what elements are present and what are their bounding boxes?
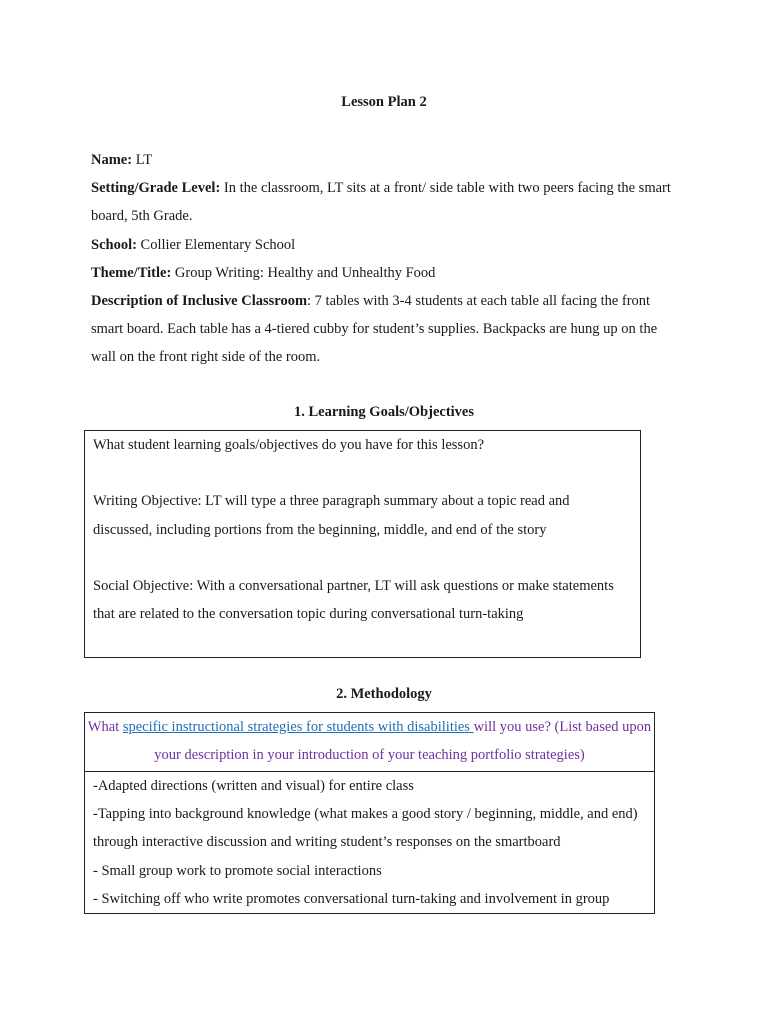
list-item: -Adapted directions (written and visual) for entire class <box>93 778 414 794</box>
theme-value: Group Writing: Healthy and Unhealthy Food <box>174 264 436 281</box>
methodology-prompt <box>85 713 654 772</box>
name-value: LT <box>135 152 153 168</box>
name-line <box>91 146 681 174</box>
school-line <box>91 231 681 259</box>
setting-line <box>91 174 681 230</box>
goals-box <box>84 430 641 658</box>
lesson-info <box>91 146 681 372</box>
theme-label: Theme/Title: <box>91 264 172 281</box>
description-value: : 7 tables with 3-4 students at each table all facing the front smart board. Each table has a 4-tiered cubby for student’s supplies. Backpacks are hung up on the wall on the front right side of the room. <box>91 293 658 366</box>
section-heading-goals: 1. Learning Goals/Objectives <box>293 404 475 420</box>
spacer <box>93 544 632 572</box>
goals-question: What student learning goals/objectives do you have for this lesson? <box>93 437 485 453</box>
setting-label: Setting/Grade Level: <box>91 180 221 197</box>
setting-value: In the classroom, LT sits at a front/ side table with two peers facing the smart board, 5th Grade. <box>91 180 671 225</box>
page-title: Lesson Plan 2 <box>341 94 427 110</box>
section-heading-methodology: 2. Methodology <box>336 686 432 702</box>
strategies-link[interactable]: specific instructional strategies for students with disabilities <box>122 719 474 735</box>
name-label: Name: <box>91 152 133 168</box>
theme-line <box>91 259 681 287</box>
methodology-list <box>85 772 654 913</box>
description-label: Description of Inclusive Classroom <box>91 293 308 310</box>
methodology-box <box>84 712 655 914</box>
list-item: - Small group work to promote social interactions <box>93 862 382 879</box>
writing-objective: Writing Objective: LT will type a three paragraph summary about a topic read and discussed, including portions from the beginning, middle, and end of the story <box>93 493 570 538</box>
spacer <box>93 459 632 487</box>
social-objective: Social Objective: With a conversational partner, LT will ask questions or make statements that are related to the conversation topic during conversational turn-taking <box>93 577 614 623</box>
school-value: Collier Elementary School <box>140 236 296 253</box>
list-item: -Tapping into background knowledge (what makes a good story / beginning, middle, and end) through interactive discussion and writing student’s responses on the smartboard <box>93 806 638 851</box>
prompt-text-rest: will you use? (List based upon your description in your introduction of your teaching portfolio strategies) <box>154 719 652 764</box>
school-label: School: <box>91 236 137 253</box>
list-item: - Switching off who write promotes conversational turn-taking and involvement in group <box>93 890 610 907</box>
description-line <box>91 287 681 372</box>
prompt-text: What <box>87 719 123 735</box>
